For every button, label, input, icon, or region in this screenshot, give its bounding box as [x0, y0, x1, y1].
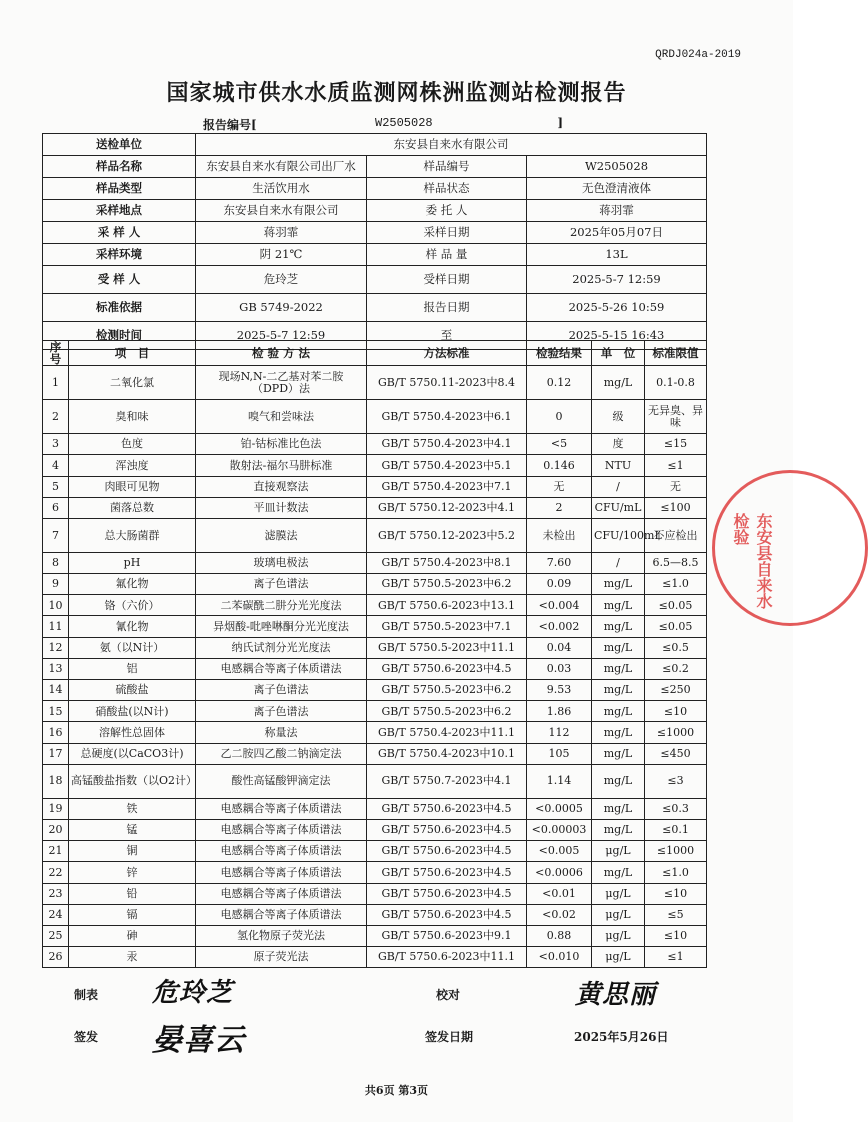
- table-row: [43, 518, 707, 552]
- cell-seq: 19: [43, 798, 69, 819]
- cell-standard: GB/T 5750.6-2023中4.5: [367, 904, 527, 925]
- cell-item: 菌落总数: [69, 497, 196, 518]
- cell-item: 铅: [69, 883, 196, 904]
- cell-seq: 8: [43, 552, 69, 573]
- cell-result: <0.010: [527, 947, 592, 968]
- cell-standard: GB/T 5750.6-2023中4.5: [367, 798, 527, 819]
- cell-result: <0.0005: [527, 798, 592, 819]
- cell-method: 氢化物原子荧光法: [196, 925, 367, 946]
- cell-unit: mg/L: [592, 764, 645, 798]
- cell-unit: mg/L: [592, 637, 645, 658]
- table-row: [43, 743, 707, 764]
- cell-seq: 20: [43, 819, 69, 840]
- cell-standard: GB/T 5750.5-2023中11.1: [367, 637, 527, 658]
- cell-result: 0.03: [527, 658, 592, 679]
- info-row: [43, 200, 707, 222]
- cell-seq: 23: [43, 883, 69, 904]
- cell-method: 离子色谱法: [196, 574, 367, 595]
- cell-method: 平皿计数法: [196, 497, 367, 518]
- cell-limit: ≤0.05: [645, 616, 707, 637]
- cell-result: 未检出: [527, 518, 592, 552]
- cell-method: 离子色谱法: [196, 701, 367, 722]
- value: 东安县自来水有限公司出厂水: [196, 156, 367, 178]
- table-row: [43, 434, 707, 455]
- cell-unit: /: [592, 552, 645, 573]
- value: 2025-5-7 12:59: [196, 322, 367, 350]
- cell-unit: mg/L: [592, 366, 645, 400]
- cell-seq: 15: [43, 701, 69, 722]
- cell-result: 0.09: [527, 574, 592, 595]
- cell-seq: 3: [43, 434, 69, 455]
- cell-method: 酸性高锰酸钾滴定法: [196, 764, 367, 798]
- cell-standard: GB/T 5750.4-2023中11.1: [367, 722, 527, 743]
- results-header-row: [43, 341, 707, 366]
- table-row: [43, 366, 707, 400]
- sample-info-table: [42, 133, 707, 350]
- table-row: [43, 798, 707, 819]
- cell-limit: ≤3: [645, 764, 707, 798]
- label: 采样地点: [43, 200, 196, 222]
- cell-standard: GB/T 5750.6-2023中4.5: [367, 862, 527, 883]
- cell-standard: GB/T 5750.5-2023中6.2: [367, 701, 527, 722]
- cell-unit: mg/L: [592, 616, 645, 637]
- cell-seq: 5: [43, 476, 69, 497]
- cell-limit: ≤1000: [645, 841, 707, 862]
- cell-method: 离子色谱法: [196, 680, 367, 701]
- cell-result: 无: [527, 476, 592, 497]
- cell-unit: μg/L: [592, 883, 645, 904]
- column-header: 方法标准: [367, 341, 527, 366]
- cell-item: 铁: [69, 798, 196, 819]
- cell-limit: ≤450: [645, 743, 707, 764]
- value: 蒋羽霏: [527, 200, 707, 222]
- cell-method: 嗅气和尝味法: [196, 400, 367, 434]
- cell-standard: GB/T 5750.4-2023中6.1: [367, 400, 527, 434]
- cell-unit: mg/L: [592, 680, 645, 701]
- info-row: [43, 222, 707, 244]
- cell-limit: 无: [645, 476, 707, 497]
- cell-item: 色度: [69, 434, 196, 455]
- cell-result: <0.02: [527, 904, 592, 925]
- cell-seq: 14: [43, 680, 69, 701]
- cell-item: 硝酸盐(以N计): [69, 701, 196, 722]
- cell-unit: CFU/mL: [592, 497, 645, 518]
- cell-seq: 22: [43, 862, 69, 883]
- table-row: [43, 841, 707, 862]
- cell-limit: ≤100: [645, 497, 707, 518]
- cell-limit: ≤0.5: [645, 637, 707, 658]
- cell-unit: mg/L: [592, 701, 645, 722]
- label: 报告日期: [367, 294, 527, 322]
- cell-result: 0.04: [527, 637, 592, 658]
- cell-item: 砷: [69, 925, 196, 946]
- value: 生活饮用水: [196, 178, 367, 200]
- issued-signature: 晏喜云: [152, 1023, 245, 1058]
- cell-item: 锰: [69, 819, 196, 840]
- cell-standard: GB/T 5750.5-2023中6.2: [367, 574, 527, 595]
- cell-item: 氰化物: [69, 616, 196, 637]
- label: 样 品 量: [367, 244, 527, 266]
- column-header: 单 位: [592, 341, 645, 366]
- document-code: QRDJ024a-2019: [655, 49, 741, 61]
- cell-limit: ≤1: [645, 947, 707, 968]
- cell-result: <0.01: [527, 883, 592, 904]
- cell-unit: 度: [592, 434, 645, 455]
- report-number: [203, 116, 573, 133]
- prepared-label: 制表: [74, 988, 99, 1002]
- cell-seq: 10: [43, 595, 69, 616]
- value: 2025-5-26 10:59: [527, 294, 707, 322]
- column-header: 序号: [43, 341, 69, 366]
- table-row: [43, 455, 707, 476]
- cell-item: 硫酸盐: [69, 680, 196, 701]
- cell-standard: GB/T 5750.4-2023中4.1: [367, 434, 527, 455]
- cell-result: <0.004: [527, 595, 592, 616]
- cell-unit: 级: [592, 400, 645, 434]
- table-row: [43, 701, 707, 722]
- issue-date: 2025年5月26日: [574, 1030, 669, 1044]
- label: 采 样 人: [43, 222, 196, 244]
- cell-method: 电感耦合等离子体质谱法: [196, 819, 367, 840]
- cell-standard: GB/T 5750.5-2023中6.2: [367, 680, 527, 701]
- label: 受 样 人: [43, 266, 196, 294]
- official-seal: [712, 470, 868, 626]
- cell-limit: ≤1000: [645, 722, 707, 743]
- cell-unit: mg/L: [592, 722, 645, 743]
- cell-seq: 1: [43, 366, 69, 400]
- table-row: [43, 574, 707, 595]
- info-row: [43, 266, 707, 294]
- cell-seq: 26: [43, 947, 69, 968]
- label: 委 托 人: [367, 200, 527, 222]
- cell-unit: mg/L: [592, 798, 645, 819]
- cell-result: 112: [527, 722, 592, 743]
- label: 样品类型: [43, 178, 196, 200]
- table-row: [43, 552, 707, 573]
- column-header: 标准限值: [645, 341, 707, 366]
- cell-standard: GB/T 5750.6-2023中13.1: [367, 595, 527, 616]
- cell-unit: μg/L: [592, 904, 645, 925]
- cell-item: 锌: [69, 862, 196, 883]
- cell-item: 总硬度(以CaCO3计): [69, 743, 196, 764]
- cell-limit: 6.5—8.5: [645, 552, 707, 573]
- cell-method: 散射法-福尔马肼标准: [196, 455, 367, 476]
- cell-item: 氨（以N计）: [69, 637, 196, 658]
- cell-method: 滤膜法: [196, 518, 367, 552]
- cell-result: 7.60: [527, 552, 592, 573]
- cell-result: 0.88: [527, 925, 592, 946]
- cell-method: 现场N,N-二乙基对苯二胺（DPD）法: [196, 366, 367, 400]
- cell-unit: CFU/100mL: [592, 518, 645, 552]
- column-header: 检验结果: [527, 341, 592, 366]
- cell-standard: GB/T 5750.4-2023中8.1: [367, 552, 527, 573]
- value: 阴 21℃: [196, 244, 367, 266]
- cell-standard: GB/T 5750.11-2023中8.4: [367, 366, 527, 400]
- cell-item: 二氧化氯: [69, 366, 196, 400]
- table-row: [43, 862, 707, 883]
- info-row: [43, 294, 707, 322]
- checked-label: 校对: [436, 988, 461, 1002]
- table-row: [43, 904, 707, 925]
- cell-seq: 16: [43, 722, 69, 743]
- cell-unit: mg/L: [592, 595, 645, 616]
- cell-standard: GB/T 5750.6-2023中11.1: [367, 947, 527, 968]
- cell-standard: GB/T 5750.12-2023中4.1: [367, 497, 527, 518]
- cell-limit: ≤0.3: [645, 798, 707, 819]
- cell-seq: 7: [43, 518, 69, 552]
- table-row: [43, 722, 707, 743]
- cell-limit: ≤5: [645, 904, 707, 925]
- table-row: [43, 400, 707, 434]
- cell-limit: 无异臭、异味: [645, 400, 707, 434]
- cell-unit: μg/L: [592, 925, 645, 946]
- cell-method: 称量法: [196, 722, 367, 743]
- cell-limit: 0.1-0.8: [645, 366, 707, 400]
- cell-standard: GB/T 5750.4-2023中5.1: [367, 455, 527, 476]
- cell-standard: GB/T 5750.6-2023中4.5: [367, 883, 527, 904]
- table-row: [43, 616, 707, 637]
- cell-method: 玻璃电极法: [196, 552, 367, 573]
- cell-result: 0.12: [527, 366, 592, 400]
- cell-method: 异烟酸-吡唑啉酮分光光度法: [196, 616, 367, 637]
- cell-unit: mg/L: [592, 862, 645, 883]
- value: W2505028: [527, 156, 707, 178]
- table-row: [43, 637, 707, 658]
- table-row: [43, 925, 707, 946]
- column-header: 项 目: [69, 341, 196, 366]
- value: 东安县自来水有限公司: [196, 134, 707, 156]
- cell-standard: GB/T 5750.4-2023中7.1: [367, 476, 527, 497]
- checked-signature: 黄思丽: [575, 980, 657, 1010]
- cell-unit: μg/L: [592, 947, 645, 968]
- info-row: [43, 178, 707, 200]
- label: 送检单位: [43, 134, 196, 156]
- table-row: [43, 497, 707, 518]
- label: 样品名称: [43, 156, 196, 178]
- cell-unit: μg/L: [592, 841, 645, 862]
- cell-method: 电感耦合等离子体质谱法: [196, 798, 367, 819]
- cell-result: <0.005: [527, 841, 592, 862]
- cell-result: 1.14: [527, 764, 592, 798]
- report-number-label: 报告编号[: [203, 118, 257, 132]
- value: GB 5749-2022: [196, 294, 367, 322]
- table-row: [43, 476, 707, 497]
- cell-item: 总大肠菌群: [69, 518, 196, 552]
- cell-item: pH: [69, 552, 196, 573]
- cell-standard: GB/T 5750.4-2023中10.1: [367, 743, 527, 764]
- cell-result: 9.53: [527, 680, 592, 701]
- label: 至: [367, 322, 527, 350]
- cell-method: 铂-钴标准比色法: [196, 434, 367, 455]
- cell-method: 电感耦合等离子体质谱法: [196, 883, 367, 904]
- cell-limit: ≤1: [645, 455, 707, 476]
- cell-method: 二苯碳酰二肼分光光度法: [196, 595, 367, 616]
- info-row: [43, 156, 707, 178]
- label: 标准依据: [43, 294, 196, 322]
- table-row: [43, 658, 707, 679]
- value: 无色澄清液体: [527, 178, 707, 200]
- cell-seq: 2: [43, 400, 69, 434]
- cell-limit: ≤10: [645, 925, 707, 946]
- page-number: 共6页 第3页: [364, 1084, 429, 1097]
- cell-item: 溶解性总固体: [69, 722, 196, 743]
- cell-standard: GB/T 5750.6-2023中4.5: [367, 819, 527, 840]
- cell-seq: 18: [43, 764, 69, 798]
- value: 蒋羽霏: [196, 222, 367, 244]
- value: 危玲芝: [196, 266, 367, 294]
- cell-result: 0: [527, 400, 592, 434]
- cell-result: 105: [527, 743, 592, 764]
- cell-limit: ≤0.05: [645, 595, 707, 616]
- value: 2025-5-7 12:59: [527, 266, 707, 294]
- cell-seq: 13: [43, 658, 69, 679]
- cell-method: 原子荧光法: [196, 947, 367, 968]
- cell-result: <0.00003: [527, 819, 592, 840]
- cell-result: <5: [527, 434, 592, 455]
- cell-method: 电感耦合等离子体质谱法: [196, 658, 367, 679]
- cell-unit: /: [592, 476, 645, 497]
- cell-standard: GB/T 5750.6-2023中4.5: [367, 841, 527, 862]
- report-title: 国家城市供水水质监测网株洲监测站检测报告: [166, 80, 627, 106]
- cell-result: 1.86: [527, 701, 592, 722]
- cell-limit: ≤10: [645, 701, 707, 722]
- cell-seq: 6: [43, 497, 69, 518]
- cell-seq: 11: [43, 616, 69, 637]
- cell-unit: mg/L: [592, 819, 645, 840]
- seal-text: 东安县自来水检验: [731, 513, 773, 609]
- value: 2025年05月07日: [527, 222, 707, 244]
- cell-method: 纳氏试剂分光光度法: [196, 637, 367, 658]
- info-row: [43, 244, 707, 266]
- table-row: [43, 595, 707, 616]
- cell-seq: 12: [43, 637, 69, 658]
- cell-limit: ≤1.0: [645, 574, 707, 595]
- cell-standard: GB/T 5750.6-2023中4.5: [367, 658, 527, 679]
- cell-item: 铜: [69, 841, 196, 862]
- cell-limit: ≤1.0: [645, 862, 707, 883]
- cell-standard: GB/T 5750.5-2023中7.1: [367, 616, 527, 637]
- prepared-signature: 危玲芝: [152, 978, 234, 1008]
- value: 2025-5-15 16:43: [527, 322, 707, 350]
- cell-result: 0.146: [527, 455, 592, 476]
- label: 检测时间: [43, 322, 196, 350]
- cell-method: 电感耦合等离子体质谱法: [196, 841, 367, 862]
- cell-standard: GB/T 5750.12-2023中5.2: [367, 518, 527, 552]
- cell-unit: mg/L: [592, 743, 645, 764]
- cell-limit: ≤15: [645, 434, 707, 455]
- cell-item: 肉眼可见物: [69, 476, 196, 497]
- cell-limit: 不应检出: [645, 518, 707, 552]
- report-number-close: ]: [557, 116, 563, 130]
- cell-seq: 21: [43, 841, 69, 862]
- column-header: 检 验 方 法: [196, 341, 367, 366]
- cell-item: 浑浊度: [69, 455, 196, 476]
- cell-item: 铬（六价）: [69, 595, 196, 616]
- label: 样品状态: [367, 178, 527, 200]
- label: 采样环境: [43, 244, 196, 266]
- cell-item: 氟化物: [69, 574, 196, 595]
- label: 采样日期: [367, 222, 527, 244]
- cell-item: 镉: [69, 904, 196, 925]
- cell-unit: NTU: [592, 455, 645, 476]
- table-row: [43, 680, 707, 701]
- table-row: [43, 883, 707, 904]
- report-number-value: W2505028: [375, 116, 433, 130]
- cell-item: 汞: [69, 947, 196, 968]
- table-row: [43, 764, 707, 798]
- issued-label: 签发: [74, 1030, 99, 1044]
- cell-result: 2: [527, 497, 592, 518]
- value: 东安县自来水有限公司: [196, 200, 367, 222]
- results-table: [42, 340, 707, 968]
- cell-method: 电感耦合等离子体质谱法: [196, 904, 367, 925]
- cell-item: 铝: [69, 658, 196, 679]
- cell-method: 电感耦合等离子体质谱法: [196, 862, 367, 883]
- cell-item: 臭和味: [69, 400, 196, 434]
- cell-result: <0.002: [527, 616, 592, 637]
- cell-seq: 17: [43, 743, 69, 764]
- cell-unit: mg/L: [592, 658, 645, 679]
- cell-method: 乙二胺四乙酸二钠滴定法: [196, 743, 367, 764]
- table-row: [43, 947, 707, 968]
- cell-limit: ≤0.2: [645, 658, 707, 679]
- cell-standard: GB/T 5750.7-2023中4.1: [367, 764, 527, 798]
- label: 样品编号: [367, 156, 527, 178]
- cell-item: 高锰酸盐指数（以O2计）: [69, 764, 196, 798]
- cell-limit: ≤0.1: [645, 819, 707, 840]
- info-row: [43, 134, 707, 156]
- cell-seq: 24: [43, 904, 69, 925]
- cell-seq: 4: [43, 455, 69, 476]
- value: 13L: [527, 244, 707, 266]
- table-row: [43, 819, 707, 840]
- cell-standard: GB/T 5750.6-2023中9.1: [367, 925, 527, 946]
- cell-result: <0.0006: [527, 862, 592, 883]
- cell-limit: ≤250: [645, 680, 707, 701]
- cell-limit: ≤10: [645, 883, 707, 904]
- cell-method: 直接观察法: [196, 476, 367, 497]
- issue-date-label: 签发日期: [425, 1030, 474, 1044]
- cell-seq: 9: [43, 574, 69, 595]
- label: 受样日期: [367, 266, 527, 294]
- cell-seq: 25: [43, 925, 69, 946]
- cell-unit: mg/L: [592, 574, 645, 595]
